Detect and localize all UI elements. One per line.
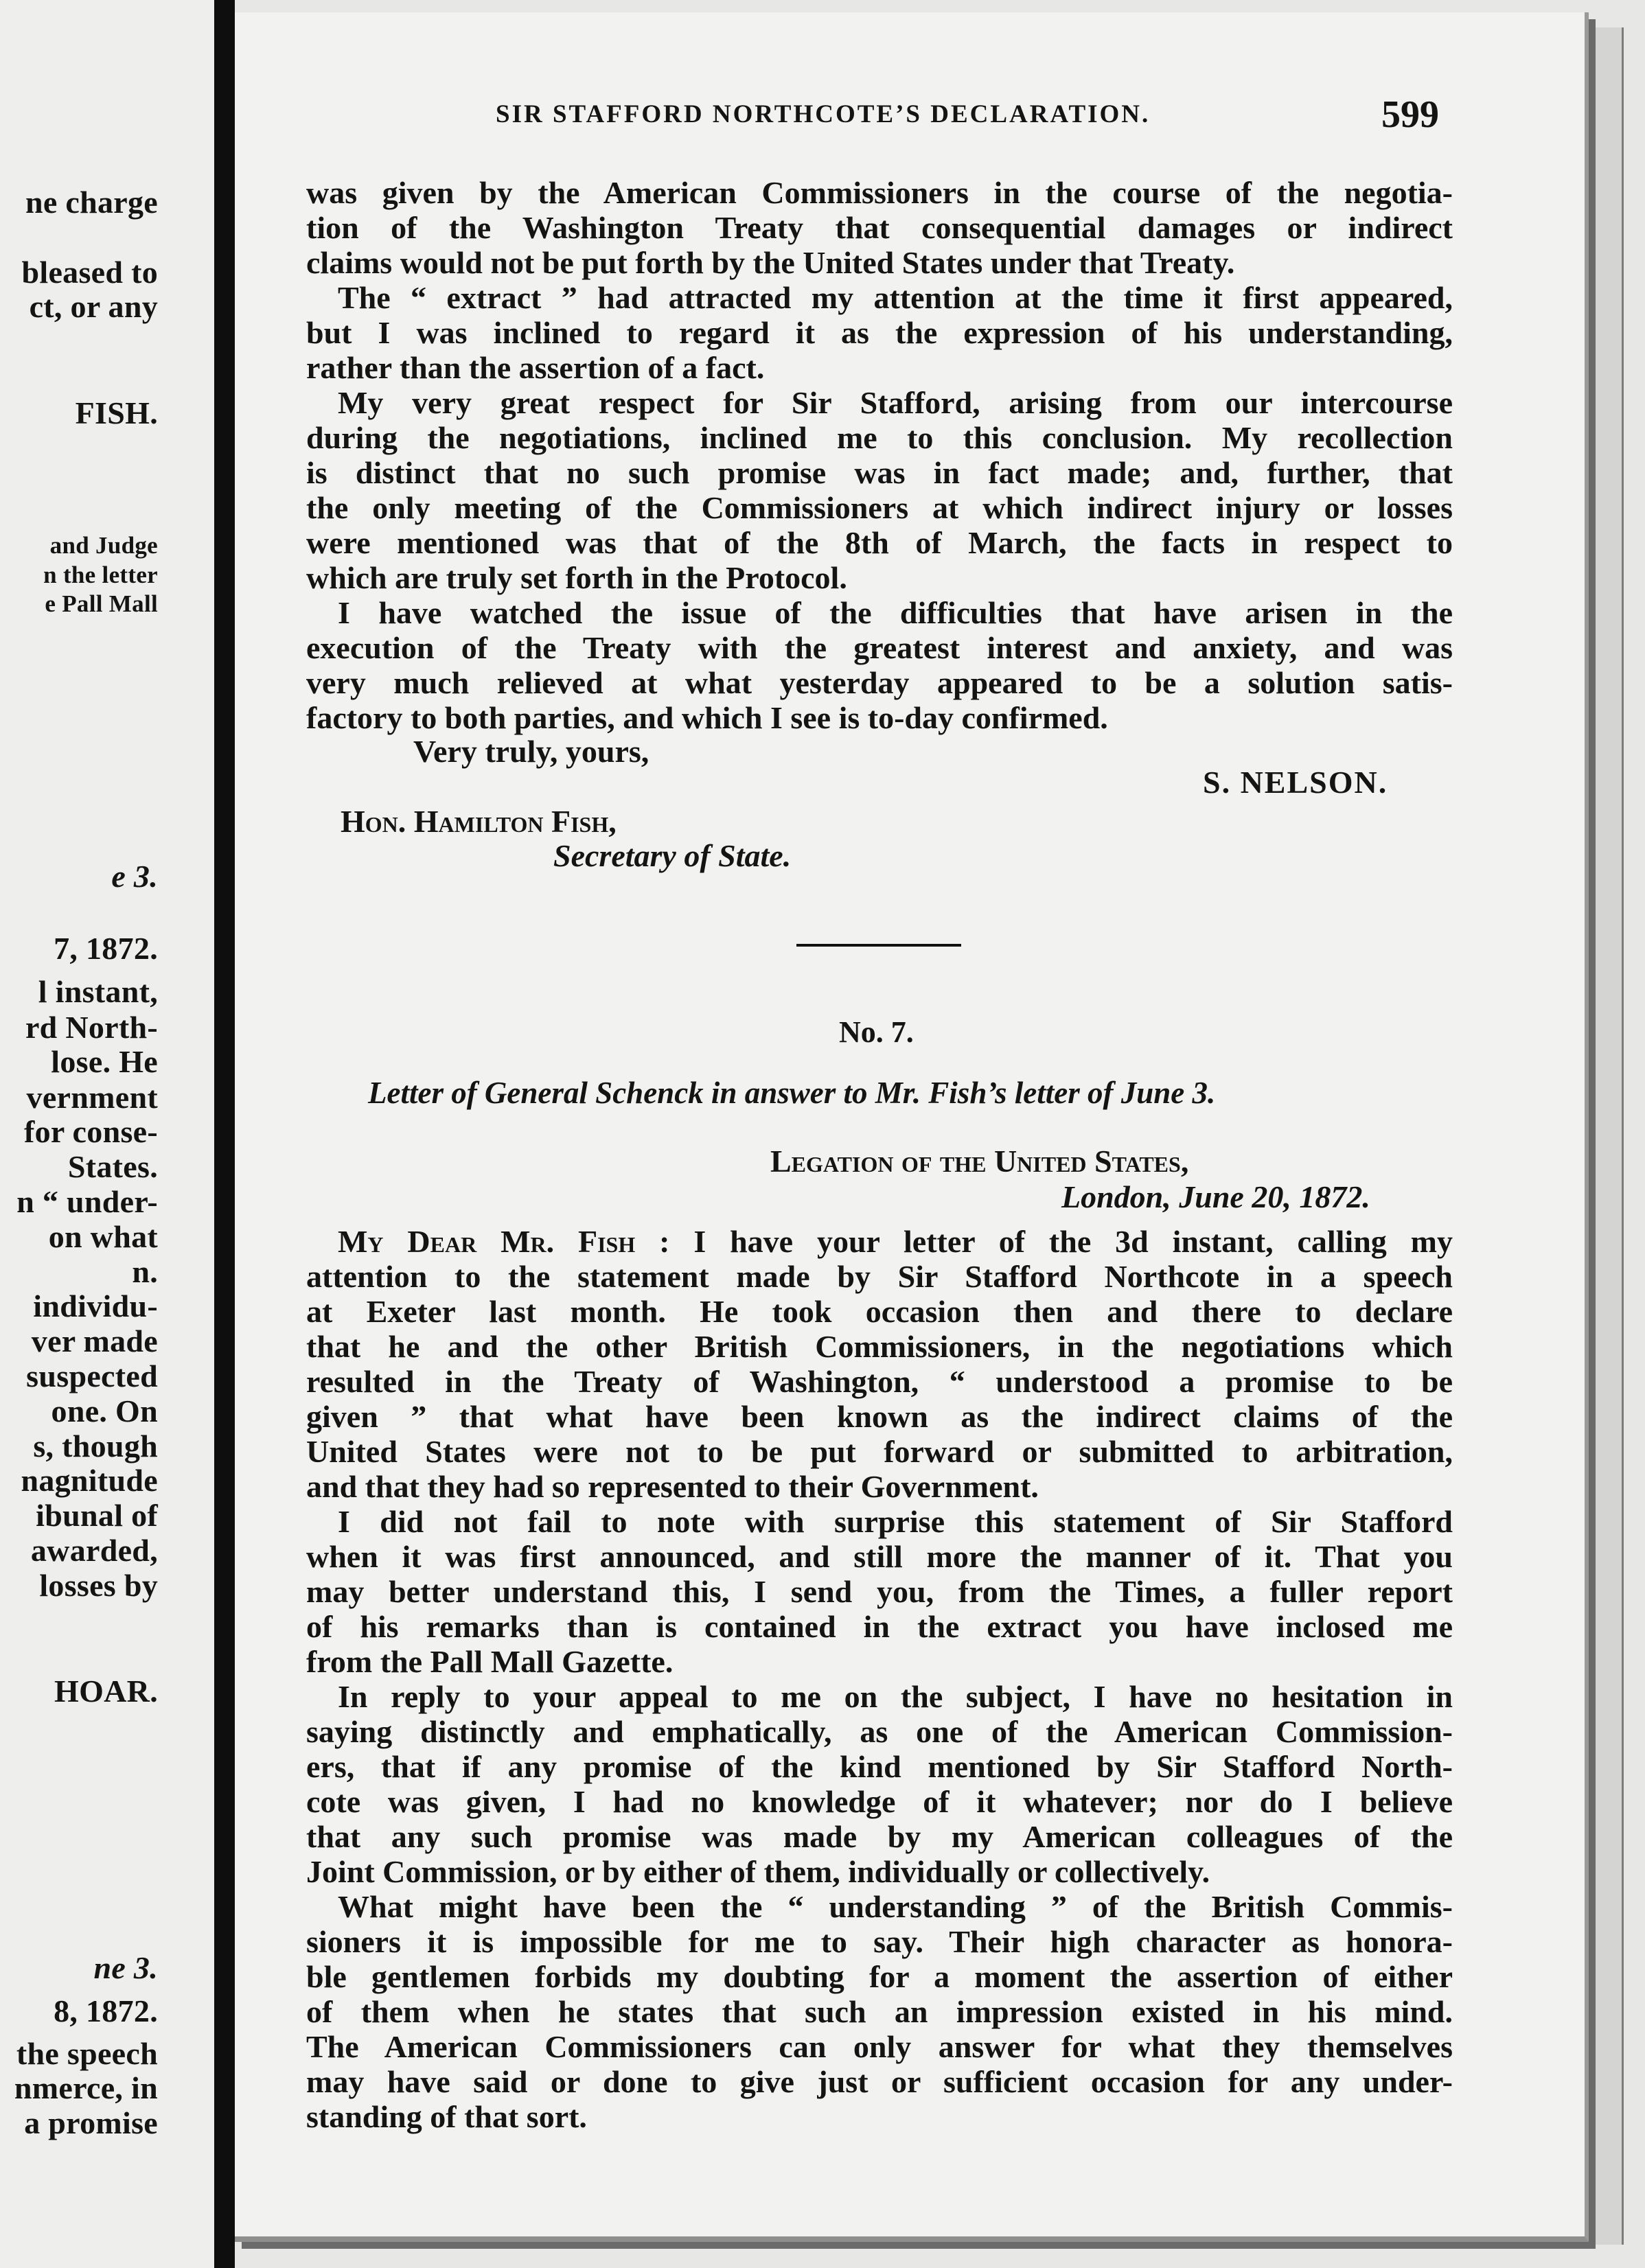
text-line: attention to the statement made by Sir Stafford Northcote in a speech bbox=[306, 1259, 1453, 1294]
text-line: execution of the Treaty with the greatest interest and anxiety, and was bbox=[306, 630, 1453, 665]
left-page-text-fragment: the speech bbox=[16, 2036, 158, 2071]
text-line: standing of that sort. bbox=[306, 2099, 587, 2134]
closing: Very truly, yours, bbox=[413, 734, 649, 769]
text-segment: I have your letter of the 3d instant, calling my bbox=[693, 1224, 1453, 1259]
text-line: during the negotiations, inclined me to this conclusion. My recollection bbox=[306, 420, 1453, 455]
text-line: and that they had so represented to their Government. bbox=[306, 1469, 1039, 1504]
text-line: saying distinctly and emphatically, as one of the American Commission- bbox=[306, 1714, 1453, 1749]
letter-two-body bbox=[306, 1224, 1453, 2134]
left-page-text-fragment: e 3. bbox=[111, 859, 158, 894]
left-page-text-fragment: nmerce, in bbox=[14, 2070, 158, 2105]
text-line: sioners it is impossible for me to say. Their high character as honora- bbox=[306, 1924, 1453, 1959]
left-page-text-fragment: rd North- bbox=[25, 1010, 158, 1045]
left-page-text-fragment: ibunal of bbox=[36, 1498, 158, 1533]
left-page-text-fragment: ver made bbox=[31, 1323, 158, 1358]
text-line: when it was first announced, and still more the manner of it. That you bbox=[306, 1539, 1453, 1574]
text-line: ers, that if any promise of the kind mentioned by Sir Stafford North- bbox=[306, 1749, 1453, 1784]
left-page-text-fragment: ct, or any bbox=[29, 289, 158, 324]
text-line: My very great respect for Sir Stafford, arising from our intercourse bbox=[338, 385, 1453, 420]
left-page-text-fragment: one. On bbox=[51, 1393, 158, 1428]
text-line: very much relieved at what yesterday appeared to be a solution satis- bbox=[306, 665, 1453, 700]
text-line: of his remarks than is contained in the extract you have inclosed me bbox=[306, 1609, 1453, 1644]
text-line: United States were not to be put forward or submitted to arbitration, bbox=[306, 1434, 1453, 1469]
text-line: were mentioned was that of the 8th of March, the facts in respect to bbox=[306, 525, 1453, 560]
page-edge bbox=[1591, 27, 1624, 2245]
text-line: Joint Commission, or by either of them, individually or collectively. bbox=[306, 1854, 1210, 1889]
left-page-text-fragment: awarded, bbox=[30, 1533, 158, 1568]
text-line: resulted in the Treaty of Washington, “ understood a promise to be bbox=[306, 1364, 1453, 1399]
left-page-text-fragment: ne charge bbox=[25, 185, 158, 220]
text-line: that any such promise was made by my American colleagues of the bbox=[306, 1819, 1453, 1854]
text-line: was given by the American Commissioners in the course of the negotia- bbox=[306, 175, 1453, 210]
text-line: cote was given, I had no knowledge of it whatever; nor do I believe bbox=[306, 1784, 1453, 1819]
document-number: No. 7. bbox=[839, 1015, 914, 1049]
text-line: the only meeting of the Commissioners at which indirect injury or losses bbox=[306, 490, 1453, 525]
left-page-text-fragment: vernment bbox=[26, 1080, 158, 1115]
text-line: The “ extract ” had attracted my attention at the time it first appeared, bbox=[338, 280, 1453, 315]
left-page-text-fragment: ne 3. bbox=[93, 1950, 158, 1985]
left-page-text-fragment: and Judge bbox=[49, 532, 158, 559]
text-line: given ” that what have been known as the indirect claims of the bbox=[306, 1399, 1453, 1434]
document-caption: Letter of General Schenck in answer to Mr. Fish’s letter of June 3. bbox=[368, 1076, 1216, 1110]
page-number: 599 bbox=[1381, 93, 1439, 136]
letter-one-body bbox=[306, 175, 1453, 735]
text-line: which are truly set forth in the Protocol. bbox=[306, 560, 847, 595]
left-page-text-fragment: nagnitude bbox=[21, 1463, 158, 1498]
left-page-text-fragment: on what bbox=[48, 1219, 158, 1254]
legation-heading: Legation of the United States, bbox=[770, 1144, 1189, 1179]
text-line: but I was inclined to regard it as the expression of his understanding, bbox=[306, 315, 1453, 350]
text-line: is distinct that no such promise was in fact made; and, further, that bbox=[306, 455, 1453, 490]
left-page-text-fragment: l instant, bbox=[38, 974, 158, 1009]
text-line: factory to both parties, and which I see is to-day confirmed. bbox=[306, 700, 1108, 735]
text-line: tion of the Washington Treaty that consequential damages or indirect bbox=[306, 210, 1453, 245]
text-line: rather than the assertion of a fact. bbox=[306, 350, 765, 385]
left-page-text-fragment: n the letter bbox=[43, 562, 158, 588]
left-page-text-fragment: States. bbox=[67, 1149, 158, 1184]
signature: S. NELSON. bbox=[1203, 765, 1388, 800]
left-page-text-fragment: n “ under- bbox=[16, 1184, 158, 1219]
place-date: London, June 20, 1872. bbox=[1061, 1179, 1370, 1214]
text-line: In reply to your appeal to me on the subject, I have no hesitation in bbox=[338, 1679, 1453, 1714]
left-page-text-fragment: 8, 1872. bbox=[54, 1993, 158, 2028]
left-page-text-fragment: HOAR. bbox=[54, 1674, 158, 1709]
left-page-text-fragment: individu- bbox=[33, 1288, 158, 1323]
left-page-fragment bbox=[0, 0, 214, 2268]
left-page-text-fragment: 7, 1872. bbox=[54, 931, 158, 966]
left-page-text-fragment: e Pall Mall bbox=[45, 590, 158, 617]
running-title: SIR STAFFORD NORTHCOTE’S DECLARATION. bbox=[496, 100, 1151, 128]
left-page-text-fragment: suspected bbox=[26, 1358, 158, 1393]
text-line: of them when he states that such an impression existed in his mind. bbox=[306, 1994, 1453, 2029]
addressee-title: Secretary of State. bbox=[553, 838, 792, 873]
text-line: claims would not be put forth by the United States under that Treaty. bbox=[306, 245, 1235, 280]
text-line: may better understand this, I send you, from the Times, a fuller report bbox=[306, 1574, 1453, 1609]
text-line: may have said or done to give just or sufficient occasion for any under- bbox=[306, 2064, 1453, 2099]
left-page-text-fragment: losses by bbox=[39, 1568, 158, 1603]
section-divider bbox=[796, 944, 961, 947]
text-line: ble gentlemen forbids my doubting for a moment the assertion of either bbox=[306, 1959, 1453, 1994]
addressee-name: Hon. Hamilton Fish, bbox=[341, 804, 617, 839]
text-line: at Exeter last month. He took occasion then and there to declare bbox=[306, 1294, 1453, 1329]
text-line: The American Commissioners can only answer for what they themselves bbox=[306, 2029, 1453, 2064]
salutation: My Dear Mr. Fish : bbox=[338, 1224, 670, 1259]
left-page-text-fragment: n. bbox=[132, 1254, 158, 1289]
text-line: that he and the other British Commissioners, in the negotiations which bbox=[306, 1329, 1453, 1364]
book-gutter bbox=[214, 0, 235, 2268]
left-page-text-fragment: s, though bbox=[33, 1428, 158, 1463]
text-line bbox=[306, 1224, 1453, 1259]
text-line: I have watched the issue of the difficulties that have arisen in the bbox=[338, 595, 1453, 630]
text-line: What might have been the “ understanding ” of the British Commis- bbox=[338, 1889, 1453, 1924]
left-page-text-fragment: a promise bbox=[24, 2105, 158, 2140]
left-page-text-fragment: lose. He bbox=[51, 1044, 158, 1079]
left-page-text-fragment: bleased to bbox=[21, 255, 158, 290]
left-page-text-fragment: for conse- bbox=[23, 1114, 158, 1149]
left-page-text-fragment: FISH. bbox=[75, 395, 158, 430]
text-line: from the Pall Mall Gazette. bbox=[306, 1644, 674, 1679]
text-line: I did not fail to note with surprise this statement of Sir Stafford bbox=[338, 1504, 1453, 1539]
